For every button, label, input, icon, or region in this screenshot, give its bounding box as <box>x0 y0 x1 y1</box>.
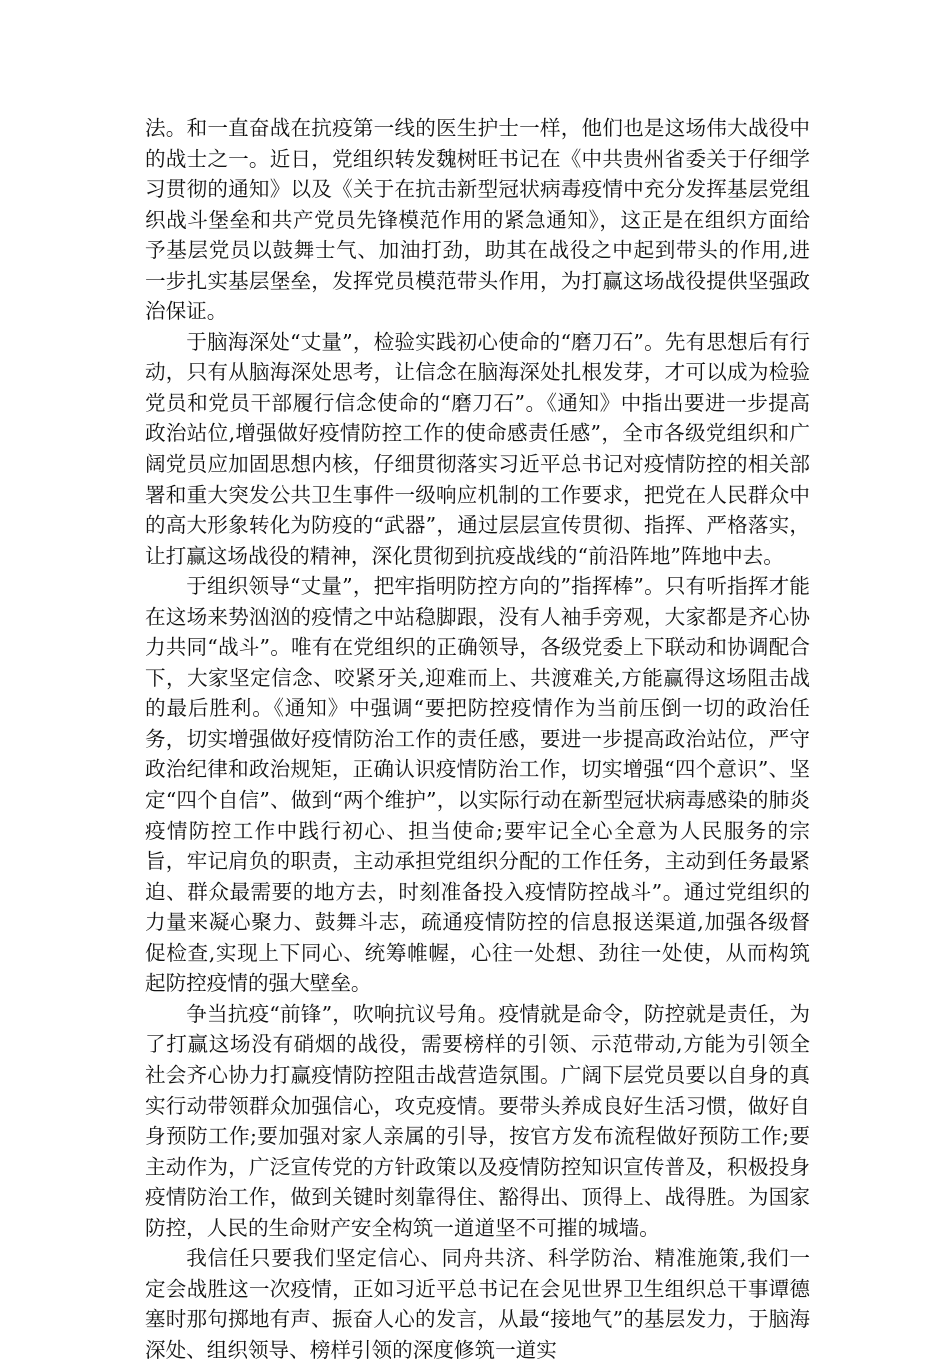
paragraph-2: 于脑海深处“丈量”，检验实践初心使命的“磨刀石”。先有思想后有行动，只有从脑海深处思考，让信念在脑海深处扎根发芽，才可以成为检验党员和党员干部履行信念使命的“磨刀石”。《通知》中指出要进一步提高政治站位,增强做好疫情防控工作的使命感责任感”，全市各级党组织和广阔党员应加固思想内核，仔细贯彻落实习近平总书记对疫情防控的相关部署和重大突发公共卫生事件一级响应机制的工作要求，把党在人民群众中的高大形象转化为防疫的“武器”，通过层层宣传贯彻、指挥、严格落实，让打赢这场战役的精神，深化贯彻到抗疫战线的“前沿阵地”阵地中去。 <box>145 329 810 568</box>
paragraph-4: 争当抗疫“前锋”，吹响抗议号角。疫情就是命令，防控就是责任，为了打赢这场没有硝烟的战役，需要榜样的引领、示范带动,方能为引领全社会齐心协力打赢疫情防控阻击战营造氛围。广阔下层党员要以自身的真实行动带领群众加强信心，攻克疫情。要带头养成良好生活习惯，做好自身预防工作;要加强对家人亲属的引导，按官方发布流程做好预防工作;要主动作为，广泛宣传党的方针政策以及疫情防控知识宣传普及，积极投身疫情防治工作，做到关键时刻靠得住、豁得出、顶得上、战得胜。为国家防控，人民的生命财产安全构筑一道道坚不可摧的城墙。 <box>145 1001 810 1240</box>
document-body <box>145 113 810 1365</box>
paragraph-5: 我信任只要我们坚定信心、同舟共济、科学防治、精准施策,我们一定会战胜这一次疫情，正如习近平总书记在会见世界卫生组织总干事谭德塞时那句掷地有声、振奋人心的发言，从最“接地气”的基层发力，于脑海深处、组织领导、榜样引领的深度修筑一道实 <box>145 1246 810 1362</box>
paragraph-3: 于组织领导“丈量”，把牢指明防控方向的”指挥棒”。只有听指挥才能在这场来势汹汹的疫情之中站稳脚跟，没有人袖手旁观，大家都是齐心协力共同“战斗”。唯有在党组织的正确领导，各级党委上下联动和协调配合下，大家坚定信念、咬紧牙关,迎难而上、共渡难关,方能赢得这场阻击战的最后胜利。《通知》中强调“要把防控疫情作为当前压倒一切的政治任务，切实增强做好疫情防治工作的责任感，要进一步提高政治站位，严守政治纪律和政治规矩，正确认识疫情防治工作，切实增强“四个意识”、坚定“四个自信”、做到“两个维护”，以实际行动在新型冠状病毒感染的肺炎疫情防控工作中践行初心、担当使命;要牢记全心全意为人民服务的宗旨，牢记肩负的职责，主动承担党组织分配的工作任务，主动到任务最紧迫、群众最需要的地方去，时刻准备投入疫情防控战斗”。通过党组织的力量来凝心聚力、鼓舞斗志，疏通疫情防控的信息报送渠道,加强各级督促检查,实现上下同心、统筹帷幄，心往一处想、劲往一处使，从而构筑起防控疫情的强大壁垒。 <box>145 574 810 996</box>
paragraph-1: 法。和一直奋战在抗疫第一线的医生护士一样，他们也是这场伟大战役中的战士之一。近日，党组织转发魏树旺书记在《中共贵州省委关于仔细学习贯彻的通知》以及《关于在抗击新型冠状病毒疫情中充分发挥基层党组织战斗堡垒和共产党员先锋模范作用的紧急通知》，这正是在组织方面给予基层党员以鼓舞士气、加油打劲，助其在战役之中起到带头的作用,进一步扎实基层堡垒，发挥党员模范带头作用，为打赢这场战役提供坚强政治保证。 <box>145 116 810 324</box>
